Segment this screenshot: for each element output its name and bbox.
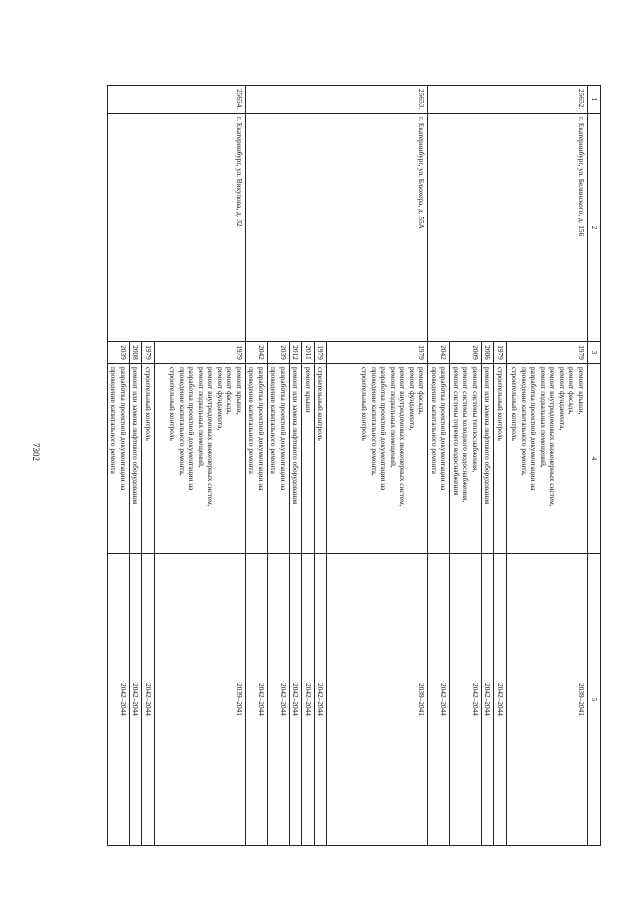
year-cell: 1979 xyxy=(327,342,428,364)
year-cell: 1979 xyxy=(142,342,155,364)
period-cell: 2042–2044 xyxy=(428,554,450,846)
col-number-3: 3 xyxy=(588,342,601,364)
entry-address: г. Екатеринбург, ул. Блюхера, д. 55А xyxy=(246,114,429,342)
works-cell: ремонт фасада, ремонт фундамента, ремонт внутридомовых инженерных систем, ремонт подвальных помещений, разработка проектной документации на проведение капитального ремонта, строительный контроль xyxy=(327,364,428,554)
works-cell: разработка проектной документации на проведение капитального ремонта xyxy=(428,364,450,554)
period-cell: 2039–2041 xyxy=(155,554,246,846)
year-cell: 2011 xyxy=(302,342,315,364)
col-number-2: 2 xyxy=(588,114,601,342)
works-cell: строительный контроль xyxy=(315,364,328,554)
col-number-5: 5 xyxy=(588,554,601,846)
works-cell: разработка проектной документации на проведение капитального ремонта xyxy=(108,364,130,554)
period-cell: 2039–2041 xyxy=(507,554,588,846)
period-cell: 2042–2044 xyxy=(108,554,130,846)
col-number-1: 1 xyxy=(588,86,601,114)
year-cell: 2006 xyxy=(482,342,495,364)
works-cell: ремонт или замена лифтового оборудования xyxy=(290,364,303,554)
year-cell: 1979 xyxy=(155,342,246,364)
year-cell: 1979 xyxy=(315,342,328,364)
col-number-4: 4 xyxy=(588,364,601,554)
year-cell: 2008 xyxy=(130,342,143,364)
period-cell: 2042–2044 xyxy=(482,554,495,846)
year-cell: 2042 xyxy=(428,342,450,364)
year-cell: 1979 xyxy=(507,342,588,364)
works-cell: ремонт крыши, ремонт фасада, ремонт фундамента, ремонт внутридомовых инженерных систем, ремонт подвальных помещений, разработка проектной документации на проведение капитального ремонта, строительный контроль xyxy=(507,364,588,554)
works-cell: ремонт или замена лифтового оборудования xyxy=(130,364,143,554)
works-cell: ремонт или замена лифтового оборудования xyxy=(482,364,495,554)
year-cell: 2042 xyxy=(246,342,268,364)
year-cell: 2009 xyxy=(450,342,482,364)
year-cell: 2039 xyxy=(268,342,290,364)
entry-number: 25652. xyxy=(428,86,588,114)
works-cell: ремонт крыши, ремонт фасада, ремонт фундамента, ремонт внутридомовых инженерных систем, ремонт подвальных помещений, разработка проектной документации на проведение капитального ремонта, строительный контроль xyxy=(155,364,246,554)
works-cell: ремонт системы теплоснабжения, ремонт системы холодного водоснабжения, ремонт системы горячего водоснабжения xyxy=(450,364,482,554)
period-cell: 2042–2044 xyxy=(268,554,290,846)
entry-address: г. Екатеринбург, ул. Белинского, д. 156 xyxy=(428,114,588,342)
period-cell: 2042–2044 xyxy=(494,554,507,846)
table-row xyxy=(327,86,428,846)
rotated-table-wrapper xyxy=(86,85,601,845)
works-cell: разработка проектной документации на проведение капитального ремонта xyxy=(268,364,290,554)
entry-address: г. Екатеринбург, ул. Викулова, д. 32 xyxy=(108,114,246,342)
period-cell: 2042–2044 xyxy=(315,554,328,846)
period-cell: 2042–2044 xyxy=(130,554,143,846)
works-cell: строительный контроль xyxy=(142,364,155,554)
year-cell: 1979 xyxy=(494,342,507,364)
period-cell: 2042–2044 xyxy=(142,554,155,846)
entry-number: 25654. xyxy=(108,86,246,114)
year-cell: 2039 xyxy=(108,342,130,364)
entry-number: 25653. xyxy=(246,86,429,114)
period-cell: 2042–2044 xyxy=(302,554,315,846)
works-cell: ремонт крыши xyxy=(302,364,315,554)
period-cell: 2042–2044 xyxy=(290,554,303,846)
works-cell: строительный контроль xyxy=(494,364,507,554)
page-number: 7302 xyxy=(31,443,41,461)
works-cell: разработка проектной документации на проведение капитального ремонта xyxy=(246,364,268,554)
table-row xyxy=(155,86,246,846)
year-cell: 2012 xyxy=(290,342,303,364)
repair-schedule-table xyxy=(107,85,601,846)
period-cell: 2042–2044 xyxy=(246,554,268,846)
period-cell: 2039–2041 xyxy=(327,554,428,846)
table-row xyxy=(507,86,588,846)
column-number-row xyxy=(588,86,601,846)
period-cell: 2042–2044 xyxy=(450,554,482,846)
